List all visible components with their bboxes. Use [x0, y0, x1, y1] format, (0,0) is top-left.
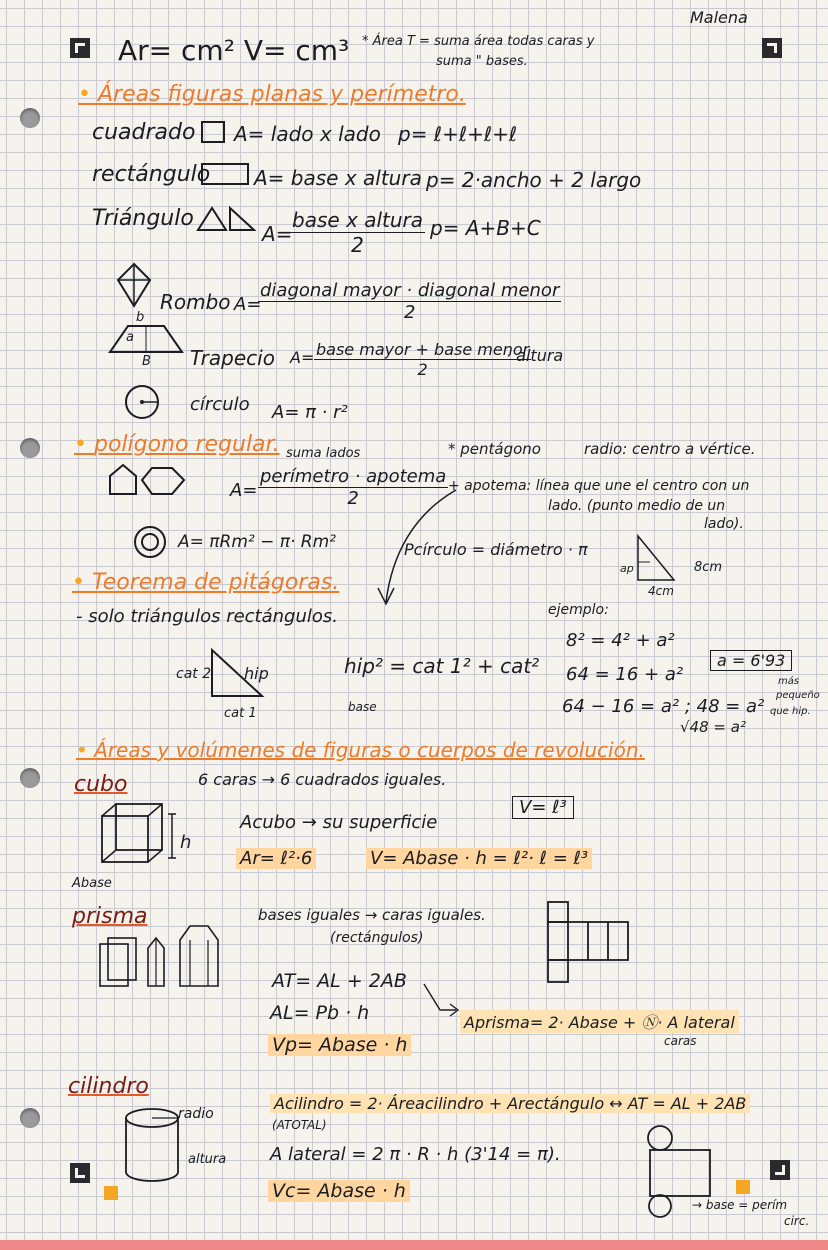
radio-note: radio: centro a vértice.: [584, 440, 756, 458]
cilindro-radio: radio: [178, 1106, 214, 1122]
binder-hole: [20, 108, 40, 128]
section-title-plane: • Áreas figuras planas y perímetro.: [78, 82, 466, 107]
prisma-al: AL= Pb · h: [270, 1002, 370, 1024]
corner-marker-icon: [770, 1160, 790, 1180]
rectangulo-label: rectángulo: [92, 162, 211, 187]
rectangle-icon: [200, 162, 252, 188]
cilindro-heading: cilindro: [68, 1074, 149, 1099]
prisma-bases: bases iguales → caras iguales.: [258, 906, 486, 924]
section-title-pitagoras: • Teorema de pitágoras.: [72, 570, 339, 595]
small-triangle-icon: [618, 532, 688, 588]
triangulo-area-fraction: [290, 208, 425, 257]
cilindro-vc: Vc= Abase · h: [268, 1180, 410, 1202]
result-note-1: más: [778, 676, 800, 687]
prisma-vp: Vp= Abase · h: [268, 1034, 411, 1056]
rombo-area-num: diagonal mayor · diagonal menor: [260, 280, 560, 301]
result-note-3: que hip.: [770, 706, 811, 717]
hip-label: hip: [244, 664, 269, 683]
label-ap: ap: [620, 562, 634, 575]
cubo-ar: Ar= ℓ²·6: [236, 848, 316, 869]
trapezoid-icon: [108, 322, 184, 356]
rectangulo-perimeter: p= 2·ancho + 2 largo: [426, 168, 642, 192]
trapecio-a: a: [126, 330, 134, 345]
prisma-caras: caras: [664, 1034, 697, 1048]
triangulo-area-label: A=: [262, 222, 293, 246]
cuadrado-perimeter: p= ℓ+ℓ+ℓ+ℓ: [398, 122, 518, 146]
trapecio-area-tail: · altura: [506, 346, 564, 365]
cubo-v: V= Abase · h = ℓ²· ℓ = ℓ³: [366, 848, 592, 869]
section-title-regular: • polígono regular.: [74, 432, 280, 457]
paper-bottom-band: [0, 1240, 828, 1250]
label-4cm: 4cm: [648, 584, 674, 598]
corner-marker-icon: [70, 1163, 90, 1183]
prisma-rect: (rectángulos): [330, 930, 424, 946]
area-total-note-2: suma " bases.: [436, 54, 528, 69]
triangulo-label: Triángulo: [92, 206, 194, 231]
triangle-icon: [196, 206, 260, 234]
cilindro-altura: altura: [188, 1152, 227, 1167]
prisms-icon: [96, 920, 228, 990]
binder-hole: [20, 1108, 40, 1128]
cubo-volume-box: V= ℓ³: [512, 796, 574, 819]
result-note-2: pequeño: [776, 690, 820, 701]
square-icon: [200, 120, 230, 146]
rombo-area-label: A=: [234, 294, 262, 315]
apotema-note-3: lado).: [704, 516, 744, 532]
example-eq1: 8² = 4² + a²: [566, 630, 675, 651]
cubo-h-label: h: [180, 832, 192, 853]
author-name: Malena: [690, 8, 748, 27]
trapecio-b: b: [136, 310, 145, 325]
connector-arrow-icon: [420, 980, 460, 1016]
apotema-note-1: + apotema: línea que une el centro con un: [448, 478, 750, 494]
trapecio-area-label: A=: [290, 348, 315, 367]
pentagono-note: * pentágono: [448, 440, 541, 458]
cubo-heading: cubo: [74, 772, 128, 797]
orange-square-mark: [104, 1186, 118, 1200]
section-title-solids: • Áreas y volúmenes de figuras o cuerpos de revolución.: [76, 738, 645, 762]
cilindro-alateral: A lateral = 2 π · R · h (3'14 = π).: [270, 1144, 561, 1165]
regular-area-label: A=: [230, 480, 258, 501]
ring-icon: [132, 524, 168, 560]
trapecio-area-num: base mayor + base menor: [316, 340, 530, 359]
trapecio-label: Trapecio: [190, 346, 275, 370]
corner-marker-icon: [70, 38, 90, 58]
binder-hole: [20, 768, 40, 788]
ring-formula: A= πRm² − π· Rm²: [178, 532, 336, 552]
circulo-area: A= π · r²: [272, 402, 348, 423]
rhombus-icon: [116, 262, 152, 308]
rectangulo-area: A= base x altura: [254, 166, 422, 190]
prism-net-icon: [544, 898, 630, 988]
orange-square-mark: [736, 1180, 750, 1194]
cilindro-acilindro: Acilindro = 2· Áreacilindro + Arectángulo ↔ AT = AL + 2AB: [270, 1094, 750, 1113]
pitagoras-subtitle: - solo triángulos rectángulos.: [76, 606, 339, 627]
cuadrado-label: cuadrado: [92, 120, 196, 145]
cat2-label: cat 2: [176, 666, 212, 682]
corner-marker-icon: [762, 38, 782, 58]
label-8cm: 8cm: [694, 560, 723, 575]
area-total-note: * Área T = suma área todas caras y: [362, 34, 595, 49]
cubo-abase: Abase: [72, 876, 112, 891]
cat1-label: cat 1: [224, 706, 257, 721]
trapecio-area-den: 2: [417, 360, 428, 379]
triangulo-perimeter: p= A+B+C: [430, 216, 541, 240]
triangulo-area-den: 2: [351, 233, 364, 257]
cuadrado-area: A= lado x lado: [234, 122, 381, 146]
cilindro-base-perim-2: circ.: [784, 1214, 810, 1228]
prisma-at: AT= AL + 2AB: [272, 970, 407, 992]
rombo-area-fraction: [258, 280, 561, 323]
prisma-aprisma: Aprisma= 2· Abase + Ⓝ· A lateral: [460, 1010, 739, 1033]
example-eq3: 64 − 16 = a² ; 48 = a²: [562, 696, 765, 717]
rombo-label: Rombo: [160, 290, 231, 314]
cubo-acubo: Acubo → su superficie: [240, 812, 438, 833]
polygons-icon: [108, 462, 190, 498]
binder-hole: [20, 438, 40, 458]
units-header: Ar= cm² V= cm³: [118, 34, 350, 67]
regular-area-den: 2: [347, 488, 359, 509]
suma-lados-note: suma lados: [286, 446, 361, 461]
base-note: base: [348, 700, 377, 714]
pcirculo-formula: Pcírculo = diámetro · π: [404, 540, 588, 559]
apotema-note-2: lado. (punto medio de un: [548, 498, 726, 514]
cilindro-atotal: (ATOTAL): [272, 1118, 327, 1132]
cylinder-icon: [120, 1106, 184, 1186]
ejemplo-label: ejemplo:: [548, 602, 609, 618]
cubo-faces: 6 caras → 6 cuadrados iguales.: [198, 770, 447, 789]
rombo-area-den: 2: [403, 302, 416, 323]
circulo-label: círculo: [190, 394, 250, 415]
cilindro-base-perim: → base = perím: [692, 1198, 788, 1212]
pitagoras-formula: hip² = cat 1² + cat²: [344, 654, 540, 678]
arrow-icon: [374, 484, 464, 610]
example-eq2: 64 = 16 + a²: [566, 664, 684, 685]
circle-icon: [122, 382, 162, 422]
trapecio-B: B: [142, 354, 151, 369]
example-result: a = 6'93: [710, 650, 792, 671]
trapecio-area-fraction: [314, 340, 531, 379]
prisma-heading: prisma: [72, 904, 148, 929]
triangulo-area-num: base x altura: [292, 208, 424, 232]
regular-area-num: perímetro · apotema: [260, 466, 447, 487]
example-eq4: √48 = a²: [680, 718, 746, 736]
